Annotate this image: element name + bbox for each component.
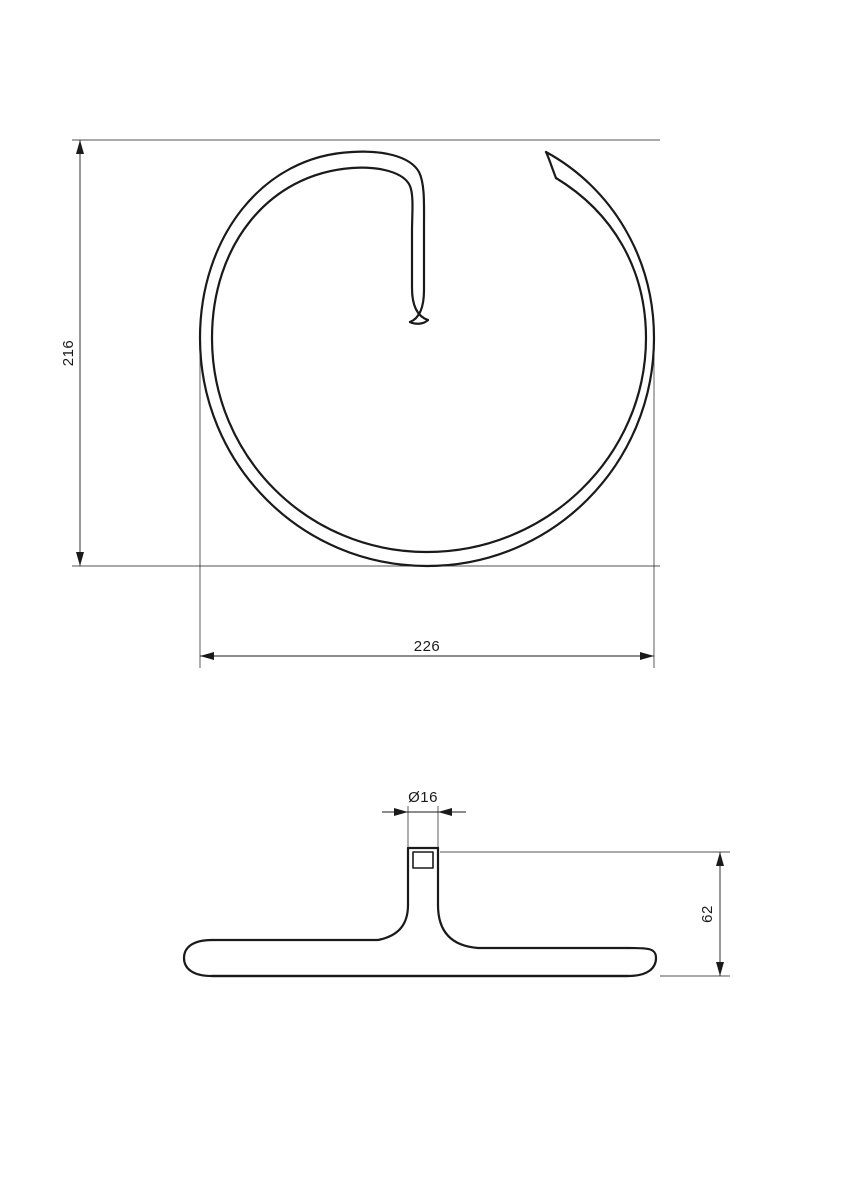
dimension-62-label: 62 — [699, 905, 716, 923]
dimension-diameter-16-label: Ø16 — [408, 789, 438, 806]
front-view-ring — [200, 152, 654, 566]
dimension-226-label: 226 — [413, 638, 441, 655]
dimension-216 — [72, 140, 660, 566]
dimension-62 — [440, 852, 730, 976]
dimension-216-label: 216 — [60, 339, 77, 367]
dimension-226 — [200, 338, 654, 668]
side-view-body — [184, 848, 656, 976]
